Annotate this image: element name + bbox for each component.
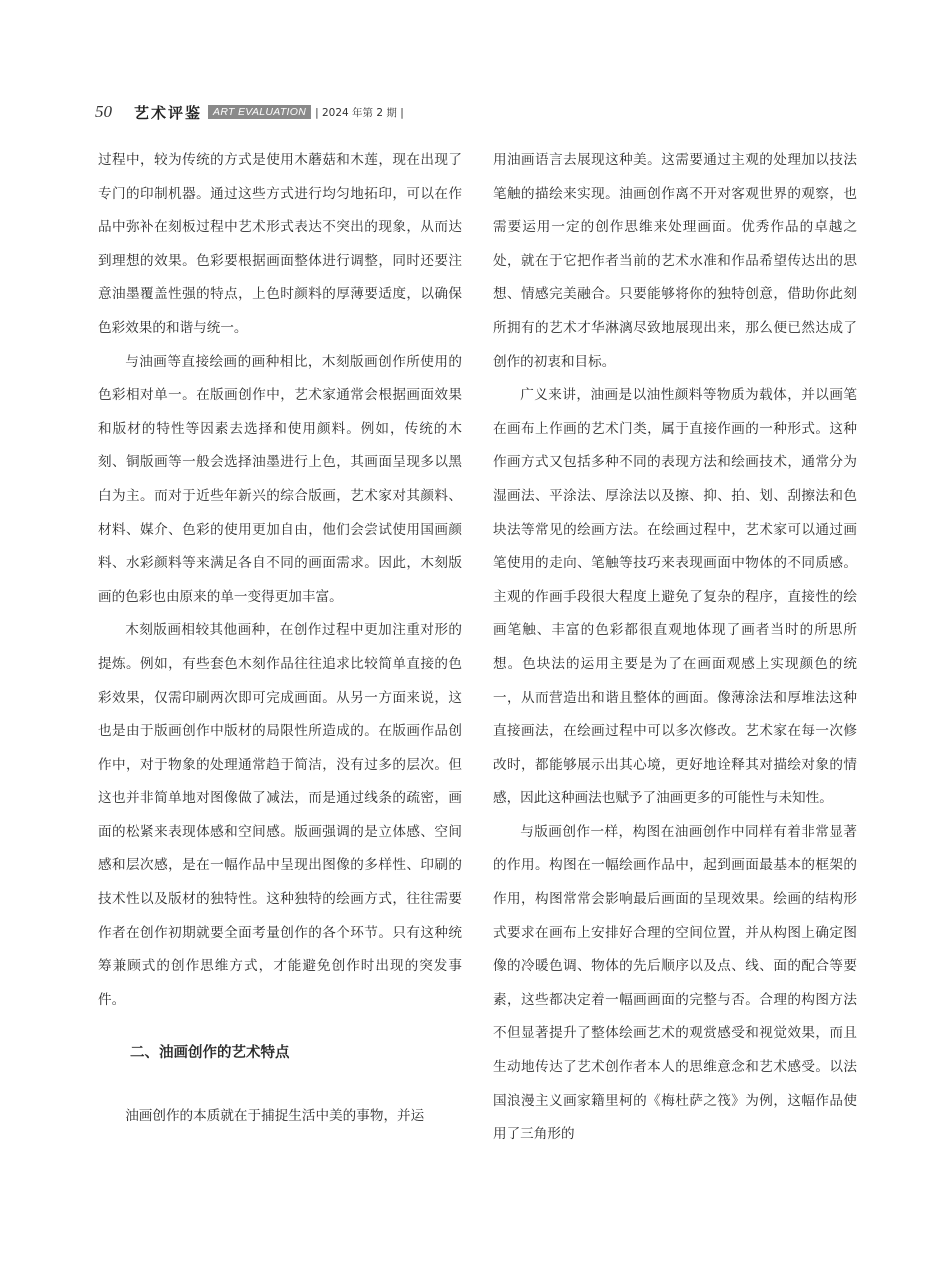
page-number: 50 [95,102,112,121]
left-column [98,144,462,1134]
page-header [95,101,404,123]
body-paragraph: 油画创作的本质就在于捕捉生活中美的事物，并运 [125,1108,425,1125]
body-paragraph: 木刻版画相较其他画种，在创作过程中更加注重对形的提炼。例如，有些套色木刻作品往往追求比较简单直接的色彩效果，仅需印刷两次即可完成画面。从另一方面来说，这也是由于版画创作中版材的局限性所造成的。在版画作品创作中，对于物象的处理通常趋于简洁，没有过多的层次。但这也并非简单地对图像做了减法，而是通过线条的疏密，画面的松紧来表现体感和空间感。版画强调的是立体感、空间感和层次感，是在一幅作品中呈现出图像的多样性、印刷的技术性以及版材的独特性。这种独特的绘画方式，往往需要作者在创作初期就要全面考量创作的各个环节。只有这种统筹兼顾式的创作思维方式，才能避免创作时出现的突发事件。 [98,622,462,1008]
body-paragraph: 与版画创作一样，构图在油画创作中同样有着非常显著的作用。构图在一幅绘画作品中，起到画面最基本的框架的作用，构图常常会影响最后画面的呈现效果。绘画的结构形式要求在画布上安排好合理的空间位置，并从构图上确定图像的冷暖色调、物体的先后顺序以及点、线、面的配合等要素，这些都决定着一幅画画面的完整与否。合理的构图方法不但显著提升了整体绘画艺术的观赏感受和视觉效果，而且生动地传达了艺术创作者本人的思维意念和艺术感受。以法国浪漫主义画家籍里柯的《梅杜萨之筏》为例，这幅作品使用了三角形的 [493,823,857,1143]
body-paragraph: 广义来讲，油画是以油性颜料等物质为载体，并以画笔在画布上作画的艺术门类，属于直接作画的一种形式。这种作画方式又包括多种不同的表现方法和绘画技术，通常分为湿画法、平涂法、厚涂法以及擦、抑、拍、划、刮擦法和色块法等常见的绘画方法。在绘画过程中，艺术家可以通过画笔使用的走向、笔触等技巧来表现画面中物体的不同质感。主观的作画手段很大程度上避免了复杂的程序，直接性的绘画笔触、丰富的色彩都很直观地体现了画者当时的所思所想。色块法的运用主要是为了在画面观感上实现颜色的统一，从而营造出和谐且整体的画面。像薄涂法和厚堆法这种直接画法，在绘画过程中可以多次修改。艺术家在每一次修改时，都能够展示出其心境，更好地诠释其对描绘对象的情感，因此这种画法也赋予了油画更多的可能性与未知性。 [493,387,857,807]
body-paragraph: 用油画语言去展现这种美。这需要通过主观的处理加以技法笔触的描绘来实现。油画创作离不开对客观世界的观察，也需要运用一定的创作思维来处理画面。优秀作品的卓越之处，就在于它把作者当前的艺术水准和作品希望传达出的思想、情感完美融合。只要能够将你的独特创意，借助你此刻所拥有的艺术才华淋漓尽致地展现出来，那么便已然达成了创作的初衷和目标。 [493,152,857,370]
body-paragraph: 与油画等直接绘画的画种相比，木刻版画创作所使用的色彩相对单一。在版画创作中，艺术家通常会根据画面效果和版材的特性等因素去选择和使用颜料。例如，传统的木刻、铜版画等一般会选择油墨进行上色，其画面呈现多以黑白为主。而对于近些年新兴的综合版画，艺术家对其颜料、材料、媒介、色彩的使用更加自由，他们会尝试使用国画颜料、水彩颜料等来满足各自不同的画面需求。因此，木刻版画的色彩也由原来的单一变得更加丰富。 [98,353,462,605]
journal-title-en: ART EVALUATION [208,105,311,119]
section-heading: 二、油画创作的艺术特点 [130,1045,290,1062]
body-paragraph: 过程中，较为传统的方式是使用木蘑菇和木莲，现在出现了专门的印制机器。通过这些方式进行均匀地拓印，可以在作品中弥补在刻板过程中艺术形式表达不突出的现象，从而达到理想的效果。色彩要根据画面整体进行调整，同时还要注意油墨覆盖性强的特点，上色时颜料的厚薄要适度，以确保色彩效果的和谐与统一。 [98,152,462,336]
issue-label: | 2024 年第 2 期 | [315,106,404,119]
right-column [493,144,857,1152]
journal-title-cn: 艺术评鉴 [134,103,203,122]
